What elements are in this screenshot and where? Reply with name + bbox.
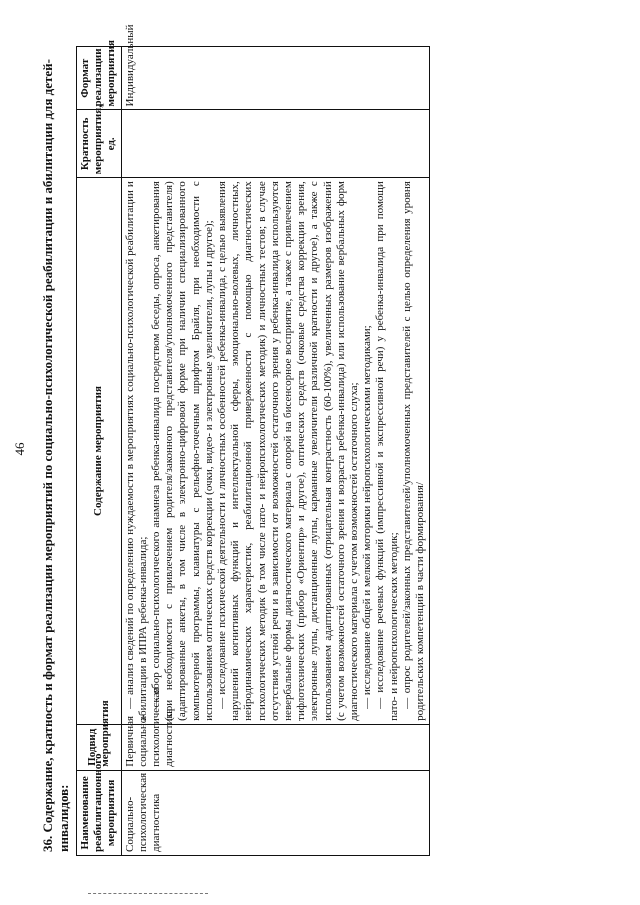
header-content: Содержание мероприятия	[77, 178, 122, 725]
content-item: — анализ сведений по определению нуждаемости в мероприятиях социально-психологической реабилитации и абилитации в ИПРА ребенка-инвалида;	[123, 181, 149, 721]
table-row	[121, 47, 430, 856]
table-header-row	[77, 47, 122, 856]
header-name: Наименование реабилитационного мероприятия	[77, 770, 122, 855]
bottom-divider	[88, 893, 208, 894]
section-heading: 36. Содержание, кратность и формат реализации мероприятий по социально-психологической реабилитации и абилитации для детей-инвалидов:	[40, 59, 71, 852]
cell-content	[121, 178, 430, 725]
cell-name: Социально-психологическая диагностика	[121, 770, 430, 855]
rotated-page-content	[38, 24, 608, 856]
cell-subtype: Первичная социально-психологическая диагностика	[121, 724, 430, 770]
content-item: — исследование общей и мелкой моторики нейропсихологическими методиками;	[361, 325, 374, 709]
cell-frequency	[121, 110, 430, 178]
header-frequency: Кратность мероприятия, ед.	[77, 110, 122, 178]
content-item: — сбор социально-психологического анамнеза ребенка-инвалида посредством беседы, опроса, анкетирования (при необходимости с привлечением родителя/законного представителя/уполномоченного представителя) (адаптированные анкеты, в том числе в электронно-цифровой форме при наличии специализированного компьютерной программы, клавиатуры с рельефно-точечным шрифтом Брайля, при необходимости с использованием оптических средств коррекции (очки, видео- и электронные увеличители, лупы и другое);	[150, 181, 215, 721]
content-item: — опрос родителей/законных представителей/уполномоченных представителей с целью определения уровня родительских компетенций в части формирования/	[400, 181, 427, 721]
cell-format: Индивидуальный	[121, 47, 430, 110]
header-subtype: Подвид мероприятия	[77, 724, 122, 770]
header-format: Формат реализации мероприятия	[77, 47, 122, 110]
page-number: 46	[12, 442, 27, 456]
content-item: — исследование психической деятельности и личностных особенностей ребенка-инвалида, с целью выявления нарушений когнитивных функций и интеллектуальной сферы, эмоционально-волевых, личностных, нейродинамических характеристик, реабилитационной приверженности с помощью диагностических психологических методик (в том числе пато- и нейропсихологических методик) и личностных тестов; в случае отсутствия устной речи и в зависимости от возможностей остаточного зрения у ребенка-инвалида используются невербальные формы диагностического материала с опорой на бисенсорное восприятие, а также с привлечением тифлотехнических (прибор «Ориентир» и другое), оптических средств (очковые средства коррекции зрения, электронные лупы, дистанционные лупы, карманные увеличители различной кратности и другое), а также с использованием адаптированных (отрицательная контрастность (60-100%), увеличенных размеров изображений (с учетом возможностей остаточного зрения и возраста ребенка-инвалида) или использование вербальных форм диагностического материала с учетом возможностей остаточного слуха;	[216, 181, 361, 721]
measures-table	[76, 24, 430, 856]
content-item: — исследование речевых функций (импрессивной и экспрессивной речи) у ребенка-инвалида при помощи пато- и нейропсихологических методик;	[374, 181, 400, 721]
